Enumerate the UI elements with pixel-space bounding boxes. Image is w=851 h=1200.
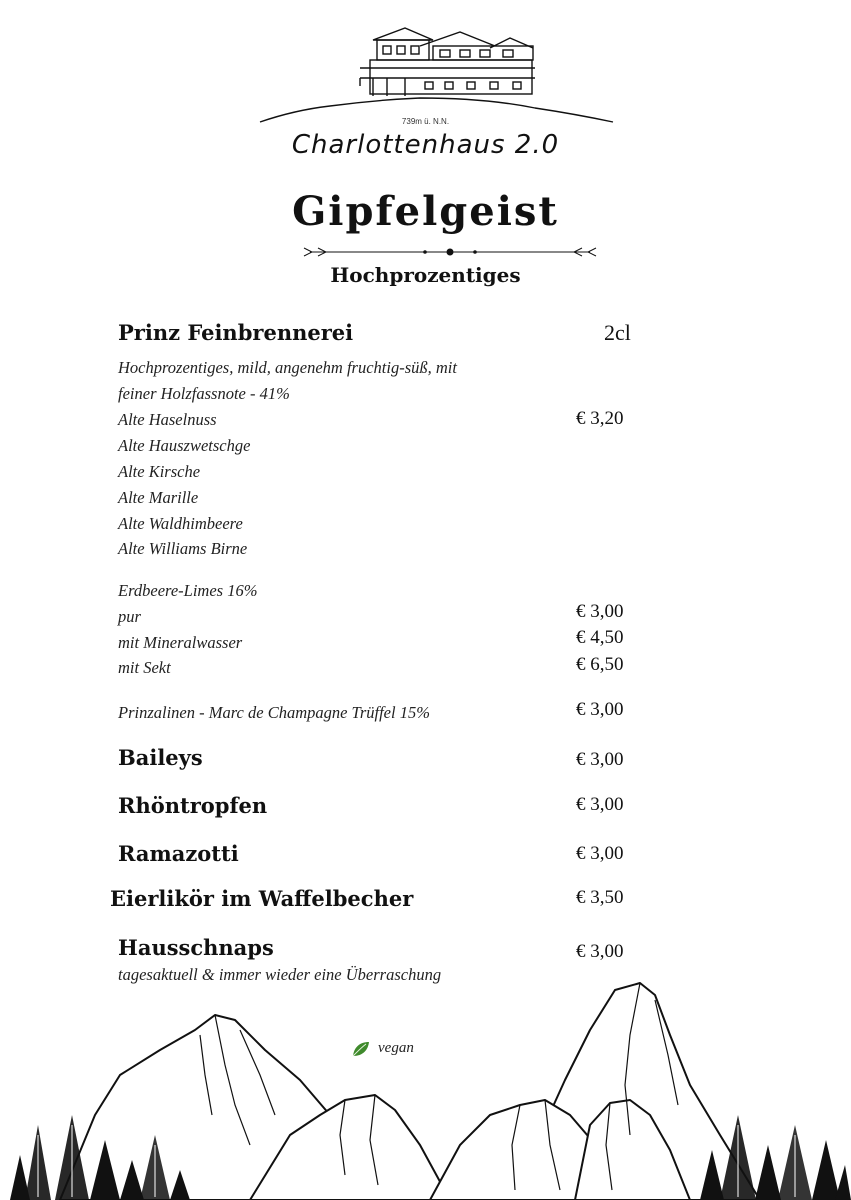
prinz-description-line-1: Hochprozentiges, mild, angenehm fruchtig-süß, mit: [118, 358, 457, 377]
hausschnaps-price: € 3,00: [576, 941, 624, 962]
list-item: Alte Hauszwetschge: [118, 436, 251, 455]
list-item: Alte Haselnuss: [118, 410, 217, 429]
erdbeere-option-price: € 4,50: [576, 627, 624, 648]
section-heading-prinz: Prinz Feinbrennerei: [118, 320, 354, 345]
house-name: Charlottenhaus 2.0: [291, 130, 560, 160]
baileys-price: € 3,00: [576, 749, 624, 770]
prinzalinen-price: € 3,00: [576, 699, 624, 720]
page-subtitle: Hochprozentiges: [330, 263, 521, 287]
section-heading-ramazotti: Ramazotti: [118, 841, 239, 866]
section-heading-rhoentropfen: Rhöntropfen: [118, 793, 268, 818]
section-heading-eierlikoer: Eierlikör im Waffelbecher: [110, 886, 414, 911]
section-heading-hausschnaps: Hausschnaps: [118, 935, 274, 960]
ramazotti-price: € 3,00: [576, 843, 624, 864]
erdbeere-option-label: mit Sekt: [118, 658, 171, 677]
erdbeere-option-label: mit Mineralwasser: [118, 633, 243, 652]
list-item: Alte Waldhimbeere: [118, 514, 243, 533]
section-heading-baileys: Baileys: [118, 745, 203, 770]
list-item: Alte Kirsche: [118, 462, 201, 481]
mountain-illustration: [0, 975, 851, 1200]
hausschnaps-description: tagesaktuell & immer wieder eine Überraschung: [118, 965, 442, 984]
list-item: Alte Marille: [118, 488, 199, 507]
volume-column-header: 2cl: [604, 320, 631, 345]
erdbeere-option-price: € 6,50: [576, 654, 624, 675]
altitude-label: 739m ü. N.N.: [401, 117, 450, 126]
erdbeere-title: Erdbeere-Limes 16%: [118, 581, 258, 600]
prinz-price: € 3,20: [576, 408, 624, 429]
prinzalinen-label: Prinzalinen - Marc de Champagne Trüffel 15%: [118, 703, 430, 722]
eierlikoer-price: € 3,50: [576, 887, 624, 908]
vegan-label: vegan: [378, 1040, 414, 1056]
prinz-description-line-2: feiner Holzfassnote - 41%: [118, 384, 290, 403]
vegan-legend: [352, 1040, 414, 1057]
leaf-icon: [352, 1041, 370, 1057]
charlottenhaus-logo: [255, 18, 615, 128]
page-title: Gipfelgeist: [292, 188, 559, 235]
ornament-divider: [300, 242, 600, 262]
erdbeere-option-price: € 3,00: [576, 601, 624, 622]
erdbeere-option-label: pur: [118, 607, 141, 626]
rhoentropfen-price: € 3,00: [576, 794, 624, 815]
list-item: Alte Williams Birne: [118, 539, 248, 558]
